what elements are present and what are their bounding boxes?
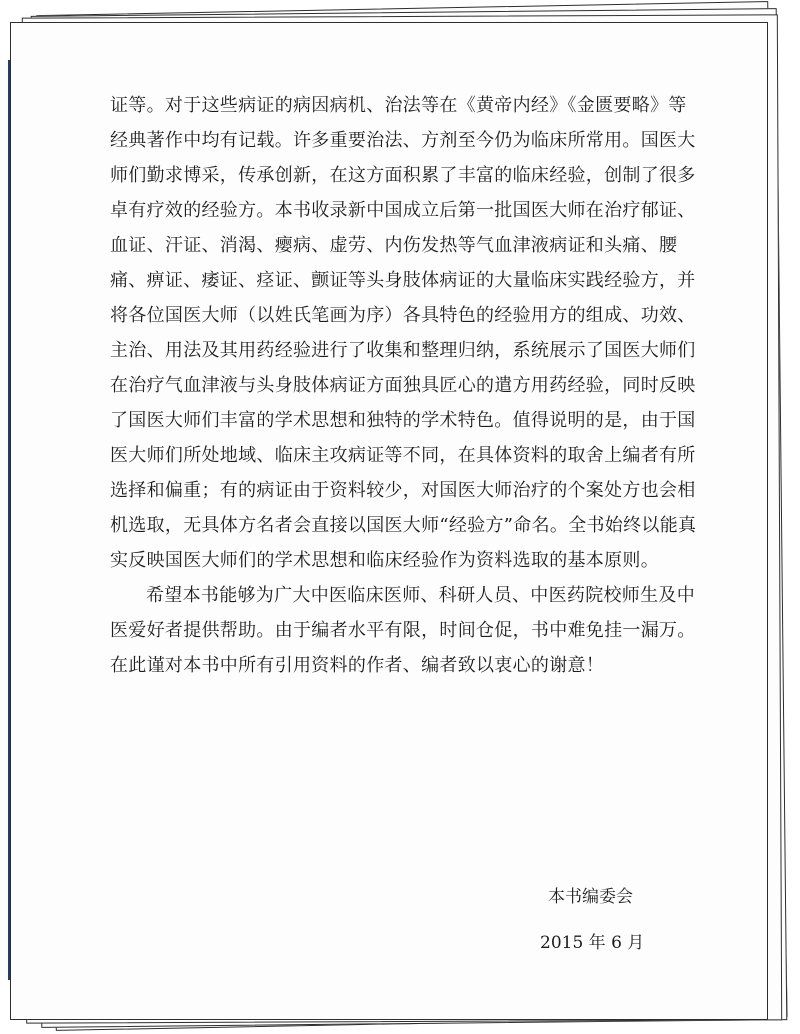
signature-editorial-board: 本书编委会 [548, 887, 633, 907]
preface-paragraph-2: 希望本书能够为广大中医临床医师、科研人员、中医药院校师生及中医爱好者提供帮助。由于编者水平有限，时间仓促，书中难免挂一漏万。在此谨对本书中所有引用资料的作者、编者致以衷心的谢意！ [110, 585, 696, 676]
signature-date: 2015 年 6 月 [540, 933, 645, 953]
page-body [110, 88, 700, 683]
preface-paragraph-1: 证等。对于这些病证的病因病机、治法等在《黄帝内经》《金匮要略》等经典著作中均有记载。许多重要治法、方剂至今仍为临床所常用。国医大师们勤求博采，传承创新，在这方面积累了丰富的临床经验，创制了很多卓有疗效的经验方。本书收录新中国成立后第一批国医大师在治疗郁证、血证、汗证、消渴、瘿病、虚劳、内伤发热等气血津液病证和头痛、腰痛、痹证、痿证、痉证、颤证等头身肢体病证的大量临床实践经验方，并将各位国医大师（以姓氏笔画为序）各具特色的经验用方的组成、功效、主治、用法及其用药经验进行了收集和整理归纳，系统展示了国医大师们在治疗气血津液与头身肢体病证方面独具匠心的遣方用药经验，同时反映了国医大师们丰富的学术思想和独特的学术特色。值得说明的是，由于国医大师们所处地域、临床主攻病证等不同，在具体资料的取舍上编者有所选择和偏重；有的病证由于资料较少，对国医大师治疗的个案处方也会相机选取，无具体方名者会直接以国医大师“经验方”命名。全书始终以能真实反映国医大师们的学术思想和临床经验作为资料选取的基本原则。 [110, 95, 697, 571]
